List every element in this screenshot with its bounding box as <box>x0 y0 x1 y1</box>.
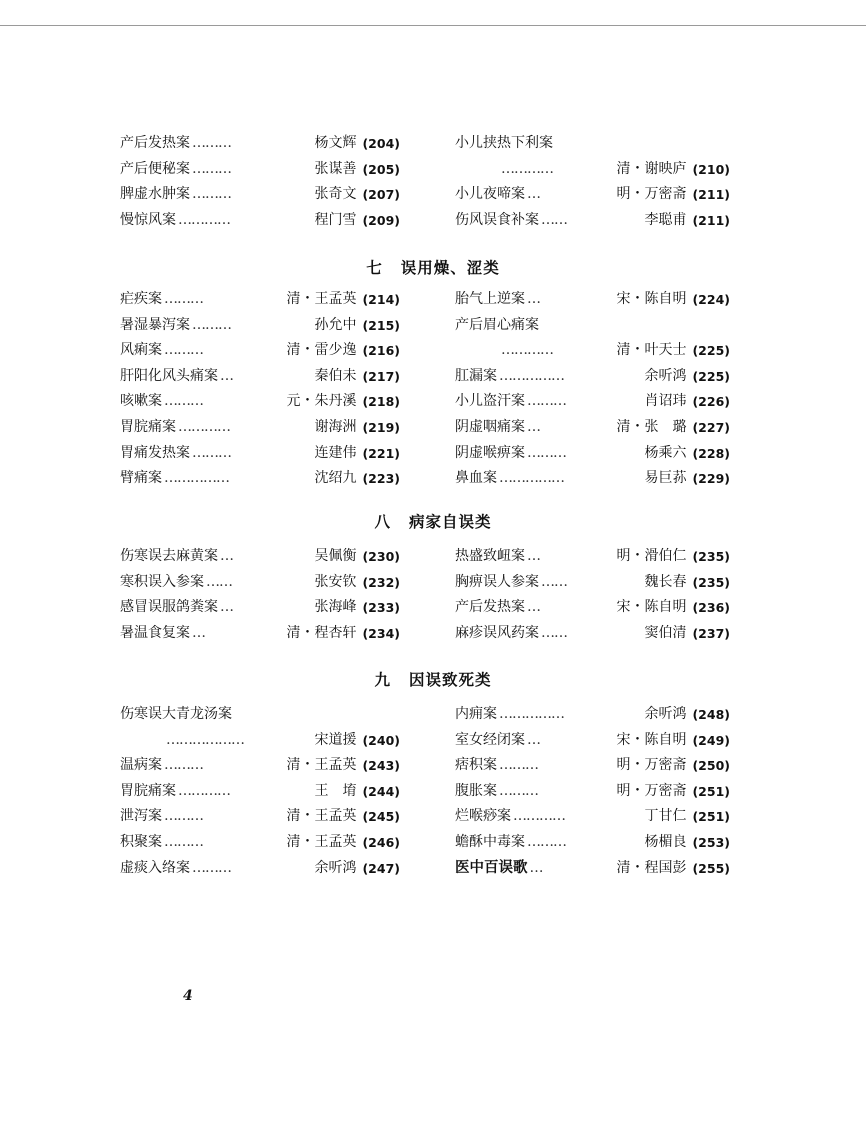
entry-page: (255) <box>692 860 730 876</box>
entry-author: 清・王孟英 <box>286 757 357 774</box>
entry-author: 肖诏玮 <box>644 393 687 410</box>
left-column <box>120 287 400 492</box>
toc-entry <box>120 157 400 183</box>
entry-page: (210) <box>692 161 730 177</box>
toc-entry <box>455 466 730 492</box>
entry-page: (249) <box>692 732 730 748</box>
toc-entry <box>455 313 730 339</box>
entry-title: 室女经闭案 <box>455 731 525 748</box>
leader-dots: … <box>527 291 540 307</box>
entry-title: 阴虚咽痛案 <box>455 418 525 435</box>
leader-dots: ………… <box>513 808 565 825</box>
leader-dots: …………… <box>499 706 564 722</box>
entry-title: 小儿夜啼案 <box>455 186 525 203</box>
entry-author: 清・谢映庐 <box>616 160 687 177</box>
leader-dots: … <box>192 624 205 641</box>
leader-dots: ………… <box>178 782 230 799</box>
entry-title: 臂痛案 <box>120 470 162 487</box>
entry-page <box>724 131 730 157</box>
entry-title: 虚痰入络案 <box>120 859 190 876</box>
toc-entry <box>120 804 400 830</box>
entry-title: 阴虚喉痹案 <box>455 444 525 461</box>
top-rule <box>0 25 866 26</box>
entry-title: 腹胀案 <box>455 782 497 799</box>
entry-author: 清・叶天士 <box>616 342 687 359</box>
toc-entry <box>120 544 400 570</box>
entry-title: 小儿盗汗案 <box>455 393 525 410</box>
toc-entry <box>120 287 400 313</box>
section-number: 九 <box>374 671 391 689</box>
toc-entry <box>455 804 730 830</box>
entry-page: (221) <box>362 445 400 461</box>
entry-author: 谢海洲 <box>314 418 357 435</box>
entry-title: 麻疹误风药案 <box>455 624 539 641</box>
entry-page: (251) <box>692 809 730 825</box>
entry-author: 清・雷少逸 <box>286 342 357 359</box>
leader-dots: ……… <box>164 393 203 410</box>
entry-author: 吴佩衡 <box>314 548 357 564</box>
leader-dots: ……… <box>164 757 203 774</box>
entry-title: 蟾酥中毒案 <box>455 833 525 850</box>
entry-title: 伤风误食补案 <box>455 211 539 228</box>
entry-author: 王 堉 <box>314 782 357 799</box>
entry-title: 风痢案 <box>120 342 162 359</box>
leader-dots: ………… <box>178 418 230 435</box>
entry-page: (211) <box>692 212 730 228</box>
toc-entry <box>455 728 730 754</box>
toc-entry <box>120 779 400 805</box>
entry-page <box>394 702 400 728</box>
entry-author: 易巨荪 <box>644 470 687 487</box>
toc-entry <box>455 182 730 208</box>
toc-entry <box>120 389 400 415</box>
entry-title: 内痈案 <box>455 706 497 722</box>
entry-author: 清・程国彭 <box>616 859 687 876</box>
toc-entry <box>120 702 400 728</box>
entry-page: (224) <box>692 292 730 307</box>
toc-entry <box>120 313 400 339</box>
leader-dots: ……… <box>499 782 538 799</box>
right-column <box>455 702 730 881</box>
toc-entry <box>455 702 730 728</box>
entry-author: 余听鸿 <box>644 367 687 384</box>
entry-author: 孙允中 <box>314 316 357 333</box>
leader-dots: ……… <box>164 833 203 850</box>
toc-entry <box>455 441 730 467</box>
entry-title: 小儿挟热下利案 <box>455 135 553 151</box>
leader-dots: … <box>220 599 233 616</box>
right-column <box>455 131 730 233</box>
entry-author: 张安钦 <box>314 573 357 590</box>
entry-page <box>724 313 730 339</box>
leader-dots: ……… <box>164 808 203 825</box>
left-column <box>120 702 400 881</box>
entry-title: 烂喉痧案 <box>455 808 511 825</box>
leader-dots: … <box>220 548 233 564</box>
entry-title: 暑温食复案 <box>120 624 190 641</box>
entry-title: 积聚案 <box>120 833 162 850</box>
toc-entry <box>455 389 730 415</box>
leader-dots <box>232 702 390 728</box>
leader-dots: ……… <box>499 757 538 774</box>
leader-dots: … <box>527 731 540 748</box>
entry-page: (246) <box>362 834 400 850</box>
leader-dots: …………… <box>499 367 564 384</box>
entry-title: 暑湿暴泻案 <box>120 316 190 333</box>
leader-dots: ……… <box>164 291 203 307</box>
leader-dots: … <box>527 186 540 203</box>
entry-title: 寒积误入参案 <box>120 573 204 590</box>
toc-entry <box>455 415 730 441</box>
leader-dots: … <box>529 859 543 876</box>
entry-author: 余听鸿 <box>314 859 357 876</box>
leader-dots: ……… <box>192 444 231 461</box>
entry-page: (217) <box>362 368 400 384</box>
entry-author: 窦伯清 <box>644 624 687 641</box>
section-heading <box>0 256 866 278</box>
leader-dots: ……… <box>527 833 566 850</box>
entry-author: 宋・陈自明 <box>616 731 687 748</box>
entry-author: 宋・陈自明 <box>616 599 687 616</box>
leader-dots: ………… <box>178 211 230 228</box>
toc-entry <box>120 570 400 596</box>
section-heading <box>0 510 866 532</box>
entry-author: 明・万密斋 <box>616 186 687 203</box>
entry-page: (227) <box>692 419 730 435</box>
leader-dots: ……… <box>164 342 203 359</box>
entry-page: (234) <box>362 625 400 641</box>
toc-entry <box>120 856 400 882</box>
left-column <box>120 544 400 646</box>
leader-dots: ……… <box>527 393 566 410</box>
entry-page: (251) <box>692 783 730 799</box>
toc-entry <box>455 779 730 805</box>
entry-author: 清・王孟英 <box>286 291 357 307</box>
entry-page: (205) <box>362 161 400 177</box>
section-heading <box>0 668 866 690</box>
entry-page: (218) <box>362 394 400 410</box>
toc-entry <box>455 621 730 647</box>
entry-page: (253) <box>692 834 730 850</box>
entry-title: 鼻血案 <box>455 470 497 487</box>
toc-entry <box>120 466 400 492</box>
right-column <box>455 544 730 646</box>
leader-dots: ……… <box>527 444 566 461</box>
entry-page: (209) <box>362 212 400 228</box>
entry-author: 杨楣良 <box>644 833 687 850</box>
toc-entry <box>455 131 730 157</box>
entry-page: (247) <box>362 860 400 876</box>
entry-title: 慢惊风案 <box>120 211 176 228</box>
entry-author: 丁甘仁 <box>644 808 687 825</box>
toc-entry <box>455 287 730 313</box>
leader-dots: ……… <box>192 160 231 177</box>
leader-dots: … <box>527 599 540 616</box>
entry-author: 程门雪 <box>314 211 357 228</box>
leader-dots: ………… <box>501 342 553 359</box>
entry-title: 温病案 <box>120 757 162 774</box>
entry-author: 张谋善 <box>314 160 357 177</box>
entry-author: 沈绍九 <box>314 470 357 487</box>
entry-title: 医中百误歌 <box>455 859 528 876</box>
toc-entry <box>120 182 400 208</box>
entry-page: (232) <box>362 574 400 590</box>
entry-title: 胃痛发热案 <box>120 444 190 461</box>
leader-dots: …………… <box>499 470 564 487</box>
toc-entry <box>120 338 400 364</box>
entry-author: 清・王孟英 <box>286 808 357 825</box>
toc-entry <box>455 338 730 364</box>
toc-entry <box>120 131 400 157</box>
toc-entry <box>120 728 400 754</box>
entry-title: 产后发热案 <box>455 599 525 616</box>
entry-author: 明・万密斋 <box>616 757 687 774</box>
entry-title: 伤寒误去麻黄案 <box>120 548 218 564</box>
entry-title: 脾虚水肿案 <box>120 186 190 203</box>
entry-title: 胎气上逆案 <box>455 291 525 307</box>
entry-page: (228) <box>692 445 730 461</box>
page-number: 4 <box>183 988 193 1004</box>
entry-title: 疟疾案 <box>120 291 162 307</box>
entry-title: 产后眉心痛案 <box>455 316 539 333</box>
leader-dots <box>539 313 720 339</box>
entry-page: (236) <box>692 600 730 616</box>
right-column <box>455 287 730 492</box>
leader-dots: ………… <box>501 160 553 177</box>
toc-entry <box>455 856 730 882</box>
entry-author: 宋・陈自明 <box>616 291 687 307</box>
entry-title: 肛漏案 <box>455 367 497 384</box>
section-number: 七 <box>366 259 383 277</box>
left-column <box>120 131 400 233</box>
entry-author: 魏长春 <box>644 573 687 590</box>
entry-page: (225) <box>692 368 730 384</box>
toc-entry <box>120 830 400 856</box>
toc-entry <box>120 364 400 390</box>
entry-title: 胃脘痛案 <box>120 782 176 799</box>
section-number: 八 <box>374 513 391 531</box>
entry-author: 元・朱丹溪 <box>286 393 357 410</box>
entry-author: 余听鸿 <box>644 706 687 722</box>
toc-entry <box>455 595 730 621</box>
toc-entry <box>455 544 730 570</box>
toc-entry <box>455 830 730 856</box>
entry-page: (244) <box>362 783 400 799</box>
entry-page: (225) <box>692 343 730 359</box>
toc-entry <box>455 753 730 779</box>
entry-page: (229) <box>692 471 730 487</box>
entry-page: (245) <box>362 809 400 825</box>
entry-author: 张海峰 <box>314 599 357 616</box>
entry-author: 清・张 璐 <box>616 418 687 435</box>
entry-page: (233) <box>362 600 400 616</box>
leader-dots: ……… <box>192 186 231 203</box>
section-title: 病家自误类 <box>409 513 492 531</box>
entry-page: (250) <box>692 758 730 774</box>
entry-page: (243) <box>362 758 400 774</box>
entry-title: 咳嗽案 <box>120 393 162 410</box>
entry-author: 秦伯未 <box>314 367 357 384</box>
entry-title: 感冒误服鸽粪案 <box>120 599 218 616</box>
leader-dots: …… <box>541 624 567 641</box>
leader-dots: …………… <box>164 470 229 487</box>
entry-author: 明・万密斋 <box>616 782 687 799</box>
section-title: 因误致死类 <box>409 671 492 689</box>
leader-dots: ……… <box>192 316 231 333</box>
toc-entry <box>455 570 730 596</box>
entry-author: 连建伟 <box>314 444 357 461</box>
toc-entry <box>455 364 730 390</box>
toc-entry <box>120 621 400 647</box>
leader-dots: … <box>527 548 540 564</box>
entry-page: (211) <box>692 187 730 203</box>
entry-page: (204) <box>362 136 400 151</box>
entry-title: 伤寒误大青龙汤案 <box>120 706 232 722</box>
entry-page: (215) <box>362 317 400 333</box>
entry-page: (207) <box>362 187 400 203</box>
toc-entry <box>120 595 400 621</box>
entry-page: (248) <box>692 707 730 722</box>
entry-page: (235) <box>692 549 730 564</box>
entry-author: 清・程杏轩 <box>286 624 357 641</box>
entry-page: (219) <box>362 419 400 435</box>
entry-page: (226) <box>692 394 730 410</box>
entry-page: (214) <box>362 292 400 307</box>
leader-dots: ……………… <box>166 731 244 748</box>
entry-page: (237) <box>692 625 730 641</box>
entry-author: 张奇文 <box>314 186 357 203</box>
leader-dots: …… <box>541 573 567 590</box>
entry-author: 杨文辉 <box>314 135 357 151</box>
entry-author: 明・滑伯仁 <box>616 548 687 564</box>
leader-dots: ……… <box>192 859 231 876</box>
leader-dots: …… <box>206 573 232 590</box>
leader-dots: … <box>527 418 540 435</box>
entry-page: (216) <box>362 343 400 359</box>
leader-dots: …… <box>541 211 567 228</box>
entry-title: 胃脘痛案 <box>120 418 176 435</box>
entry-author: 李聪甫 <box>644 211 687 228</box>
leader-dots <box>553 131 720 157</box>
entry-title: 肝阳化风头痛案 <box>120 367 218 384</box>
entry-page: (240) <box>362 732 400 748</box>
entry-title: 胸痹误人参案 <box>455 573 539 590</box>
toc-entry <box>120 208 400 234</box>
entry-title: 产后发热案 <box>120 135 190 151</box>
entry-page: (230) <box>362 549 400 564</box>
toc-entry <box>120 753 400 779</box>
entry-page: (235) <box>692 574 730 590</box>
section-title: 误用燥、涩类 <box>400 259 500 277</box>
toc-entry <box>120 415 400 441</box>
entry-title: 热盛致衄案 <box>455 548 525 564</box>
entry-title: 泄泻案 <box>120 808 162 825</box>
leader-dots: … <box>220 367 233 384</box>
entry-author: 宋道援 <box>314 731 357 748</box>
toc-entry <box>455 157 730 183</box>
entry-author: 杨乘六 <box>644 444 687 461</box>
entry-page: (223) <box>362 471 400 487</box>
toc-entry <box>120 441 400 467</box>
toc-entry <box>455 208 730 234</box>
entry-title: 痞积案 <box>455 757 497 774</box>
entry-author: 清・王孟英 <box>286 833 357 850</box>
entry-title: 产后便秘案 <box>120 160 190 177</box>
leader-dots: ……… <box>192 135 231 151</box>
